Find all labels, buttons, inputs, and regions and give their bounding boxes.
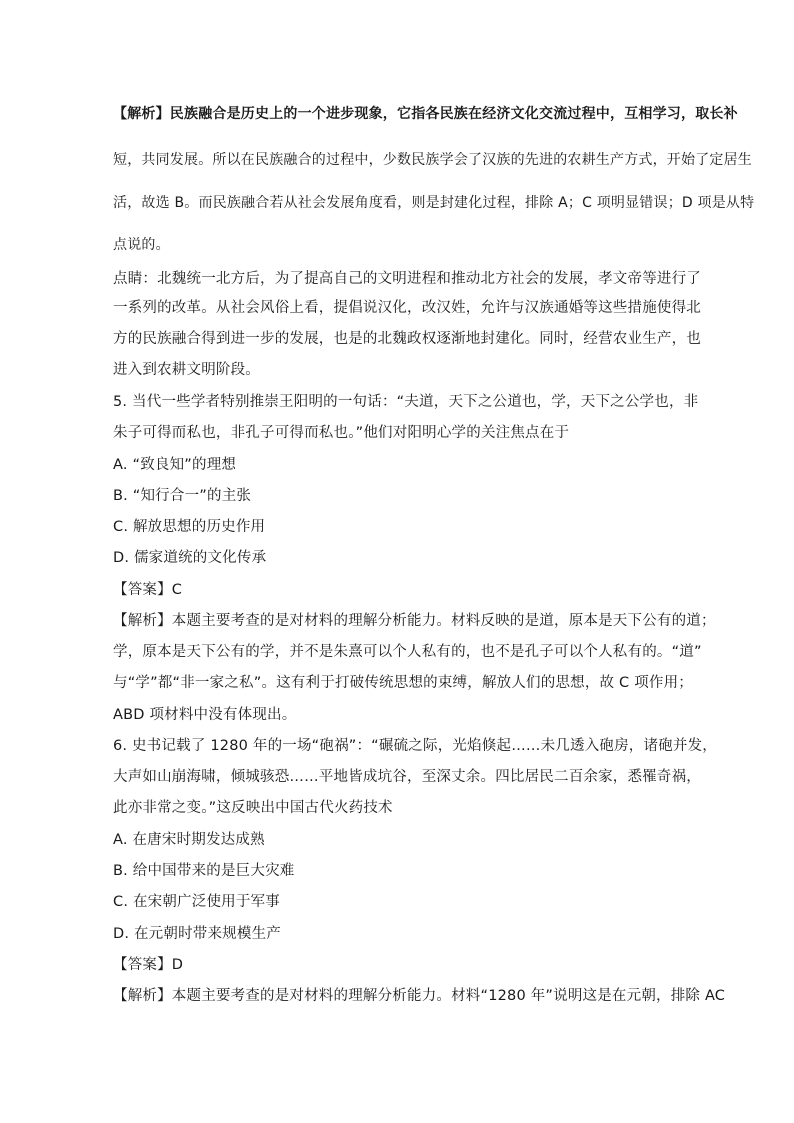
- analysis-line: ABD 项材料中没有体现出。: [113, 707, 297, 723]
- text-line: 点说的。: [113, 237, 170, 253]
- text-line: 方的民族融合得到进一步的发展，也是的北魏政权逐渐地封建化。同时，经营农业生产，也: [113, 331, 701, 347]
- option-a: A. “致良知”的理想: [113, 457, 237, 473]
- answer: 【答案】C: [113, 582, 183, 598]
- option-c: C. 解放思想的历史作用: [113, 519, 266, 535]
- text-line: 活，故选 B。而民族融合若从社会发展角度看，则是封建化过程，排除 A；C 项明显错误；D 项是从特: [113, 195, 755, 211]
- analysis-line: 【解析】本题主要考查的是对材料的理解分析能力。材料反映的是道，原本是天下公有的道；: [113, 613, 716, 629]
- option-d: D. 在元朝时带来规模生产: [113, 926, 281, 942]
- option-b: B. 给中国带来的是巨大灾难: [113, 863, 295, 879]
- question-stem: 大声如山崩海啸，倾城骇恐……平地皆成坑谷，至深丈余。四比居民二百余家，悉罹奇祸，: [113, 769, 701, 785]
- answer: 【答案】D: [113, 957, 184, 973]
- text-line: 进入到农耕文明阶段。: [113, 362, 260, 378]
- question-stem: 5. 当代一些学者特别推崇王阳明的一句话：“夫道，天下之公道也，学，天下之公学也，非: [113, 394, 699, 410]
- text-line: 一系列的改革。从社会风俗上看，提倡说汉化，改汉姓，允许与汉族通婚等这些措施使得北: [113, 300, 701, 316]
- question-stem: 朱子可得而私也，非孔子可得而私也。”他们对阳明心学的关注焦点在于: [113, 425, 570, 441]
- option-a: A. 在唐宋时期发达成熟: [113, 832, 265, 848]
- text-line: 短，共同发展。所以在民族融合的过程中，少数民族学会了汉族的先进的农耕生产方式，开始了定居生: [113, 152, 752, 168]
- analysis-line: 【解析】本题主要考查的是对材料的理解分析能力。材料“1280 年”说明这是在元朝，排除 AC: [113, 988, 726, 1004]
- option-b: B. “知行合一”的主张: [113, 488, 252, 504]
- question-stem: 此亦非常之变。”这反映出中国古代火药技术: [113, 800, 393, 816]
- question-stem: 6. 史书记载了 1280 年的一场“砲祸”：“碾硫之际，光焰倏起……未几透入砲房，诸砲并发，: [113, 738, 717, 754]
- option-d: D. 儒家道统的文化传承: [113, 550, 267, 566]
- text-line: 【解析】民族融合是历史上的一个进步现象，它指各民族在经济文化交流过程中，互相学习，取长补: [113, 106, 738, 122]
- analysis-line: 与“学”都“非一家之私”。这有利于打破传统思想的束缚，解放人们的思想，故 C 项作用；: [113, 675, 693, 691]
- analysis-line: 学，原本是天下公有的学，并不是朱熹可以个人私有的，也不是孔子可以个人私有的。“道”: [113, 644, 702, 660]
- text-line: 点睛：北魏统一北方后，为了提高自己的文明进程和推动北方社会的发展，孝文帝等进行了: [113, 271, 701, 287]
- option-c: C. 在宋朝广泛使用于军事: [113, 894, 280, 910]
